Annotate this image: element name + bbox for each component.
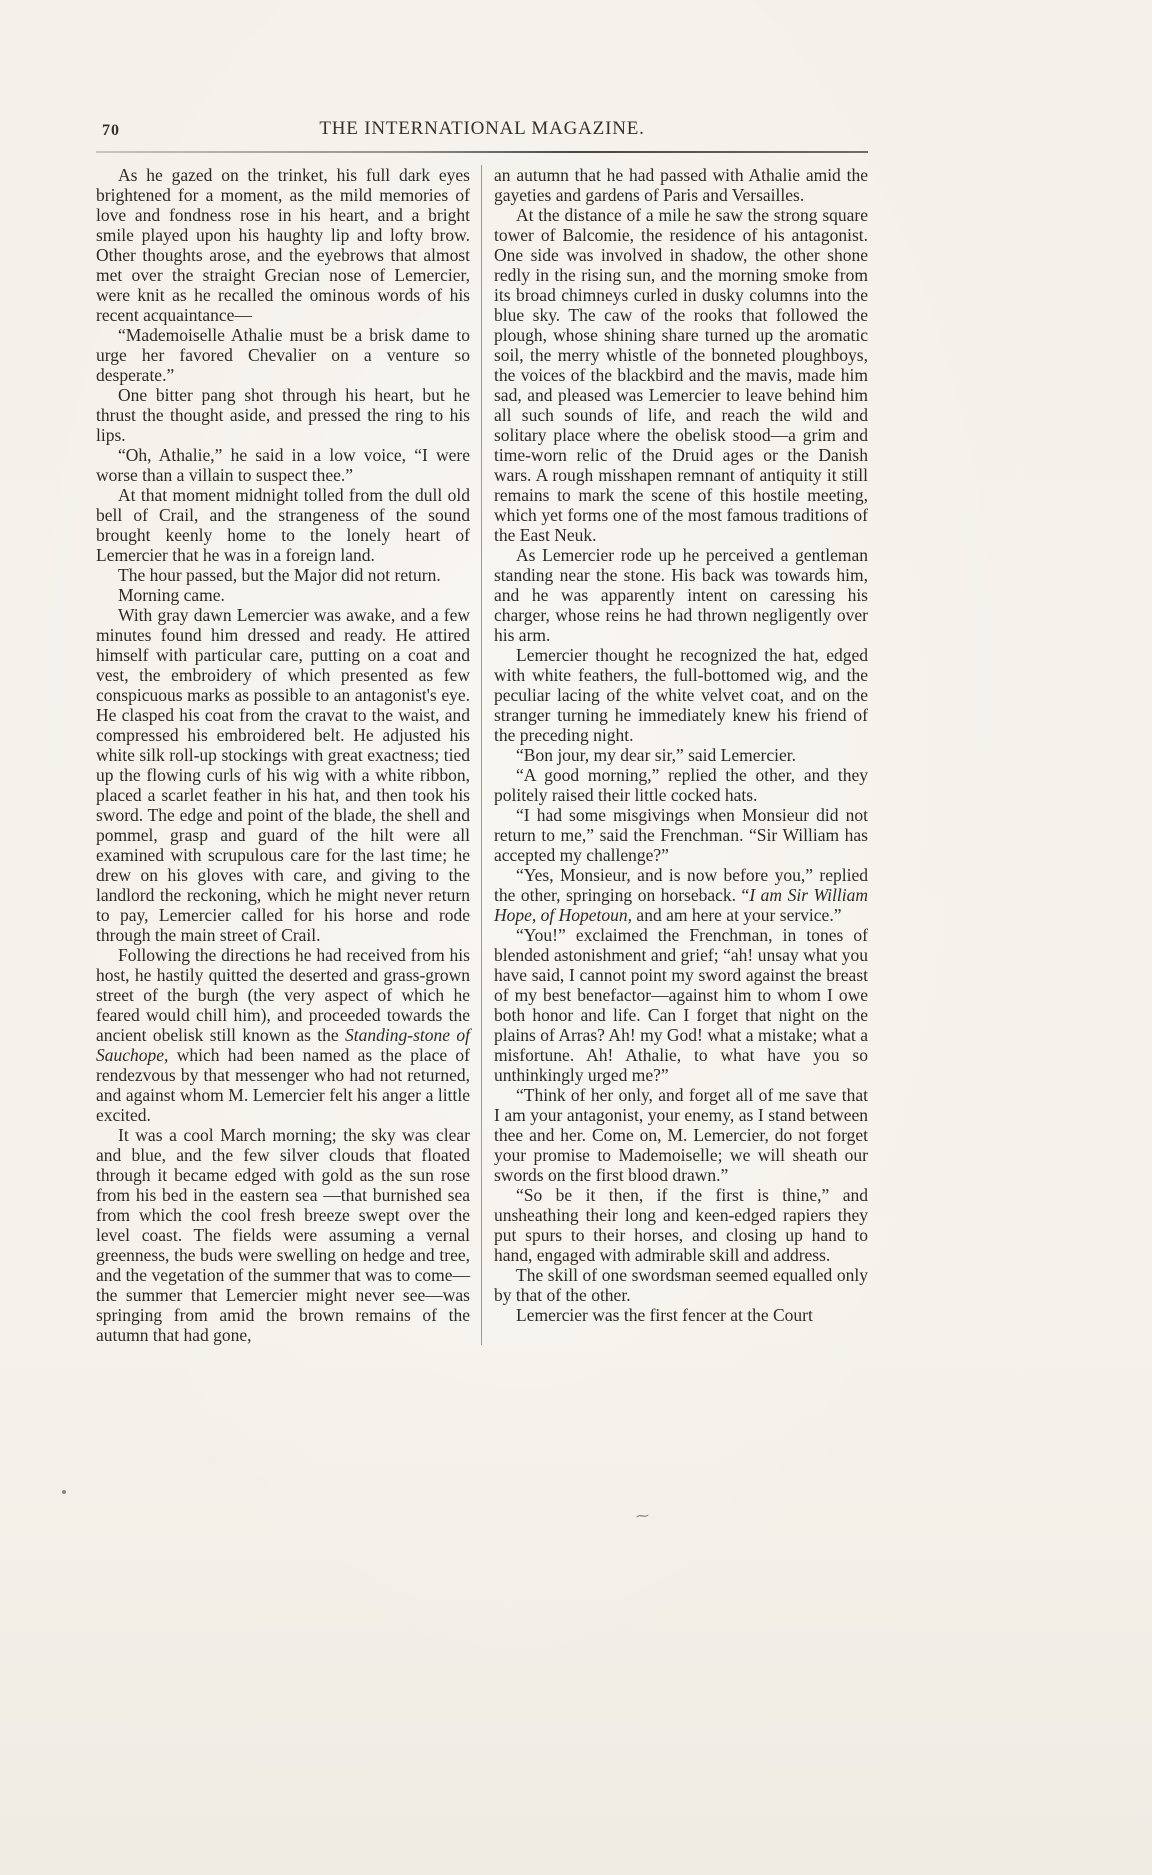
- body-text: Following the directions he had received from his host, he hastily quitted the deserted and grass-grown street of the burgh (the very aspect of which he feared would chill him), and proceeded towards the ancient obelisk still known as the: [96, 945, 470, 1045]
- body-text: “A good morning,” replied the other, and they politely raised their little cocked hats.: [494, 765, 868, 805]
- body-text: At the distance of a mile he saw the strong square tower of Balcomie, the residence of his antagonist. One side was involved in shadow, the other shone redly in the rising sun, and the morning smoke from its broad chimneys curled in dusky columns into the blue sky. The caw of the rooks that followed the plough, whose shining share turned up the aromatic soil, the merry whistle of the bonneted ploughboys, the voices of the blackbird and the mavis, made him sad, and pleased was Lemercier to leave behind him all such sounds of life, and reach the wild and solitary place where the obelisk stood—a grim and time-worn relic of the Druid ages or the Danish wars. A rough misshapen remnant of antiquity it still remains to mark the scene of this hostile meeting, which yet forms one of the most famous traditions of the East Neuk.: [494, 205, 868, 545]
- body-text: With gray dawn Lemercier was awake, and a few minutes found him dressed and ready. He attired himself with particular care, putting on a coat and vest, the embroidery of which presented as few conspicuous marks as possible to an antagonist's eye. He clasped his coat from the cravat to the waist, and compressed his embroidered belt. He adjusted his white silk roll-up stockings with great exactness; tied up the flowing curls of his wig with a white ribbon, placed a scarlet feather in his hat, and then took his sword. The edge and point of the blade, the shell and pommel, grasp and guard of the hilt were all examined with scrupulous care for the last time; he drew on his gloves with care, and giving to the landlord the reckoning, which he might never return to pay, Lemercier called for his horse and rode through the main street of Crail.: [96, 605, 470, 945]
- body-text: which had been named as the place of rendezvous by that messenger who had not returned, and against whom M. Lemercier felt his anger a little excited.: [96, 1045, 470, 1125]
- body-text: The hour passed, but the Major did not return.: [118, 565, 441, 585]
- body-text: One bitter pang shot through his heart, but he thrust the thought aside, and pressed the ring to his lips.: [96, 385, 470, 445]
- body-text: The skill of one swordsman seemed equalled only by that of the other.: [494, 1265, 868, 1305]
- body-text: “I had some misgivings when Monsieur did not return to me,” said the Frenchman. “Sir William has accepted my challenge?”: [494, 805, 868, 865]
- paragraph: [494, 805, 868, 865]
- paragraph: [96, 945, 470, 1125]
- left-column: [96, 165, 481, 1345]
- paragraph: [494, 865, 868, 925]
- paragraph: [494, 645, 868, 745]
- body-text: Lemercier thought he recognized the hat, edged with white feathers, the full-bottomed wig, and the peculiar lacing of the white velvet coat, and on the stranger turning he immediately knew his friend of the preceding night.: [494, 645, 868, 745]
- paragraph: [96, 1125, 470, 1345]
- paragraph: [494, 765, 868, 805]
- italic-text: Standing-stone of Sauchope,: [96, 1025, 471, 1065]
- paragraph: [494, 1305, 868, 1325]
- header-rule: [96, 151, 868, 153]
- page-number: 70: [102, 122, 120, 139]
- running-head: [96, 118, 868, 146]
- paragraph: [96, 565, 470, 585]
- body-text: At that moment midnight tolled from the dull old bell of Crail, and the strangeness of the sound brought keenly home to the lonely heart of Lemercier that he was in a foreign land.: [96, 485, 470, 565]
- right-column: [481, 165, 868, 1345]
- paragraph: [96, 605, 470, 945]
- magazine-page: [96, 118, 868, 1345]
- paragraph: [494, 545, 868, 645]
- body-text: “You!” exclaimed the Frenchman, in tones of blended astonishment and grief; “ah! unsay what you have said, I cannot point my sword against the breast of my best benefactor—against him to whom I owe both honor and life. Can I forget that night on the plains of Arras? Ah! my God! what a mistake; what a misfortune. Ah! Athalie, to what have you so unthinkingly urged me?”: [494, 925, 868, 1085]
- paragraph: [494, 1185, 868, 1265]
- italic-text: I am Sir William Hope, of Hopetoun,: [494, 885, 868, 925]
- paragraph: [96, 385, 470, 445]
- body-text: Morning came.: [118, 585, 225, 605]
- paragraph: [494, 1265, 868, 1305]
- paragraph: [494, 1085, 868, 1185]
- paragraph: [96, 485, 470, 565]
- body-text: “So be it then, if the first is thine,” and unsheathing their long and keen-edged rapiers they put spurs to their horses, and closing up hand to hand, engaged with admirable skill and address.: [494, 1185, 868, 1265]
- body-text: “Mademoiselle Athalie must be a brisk dame to urge her favored Chevalier on a venture so desperate.”: [96, 325, 470, 385]
- body-text: As he gazed on the trinket, his full dark eyes brightened for a moment, as the mild memories of love and fondness rose in his heart, and a bright smile played upon his haughty lip and lofty brow. Other thoughts arose, and the eyebrows that almost met over the straight Grecian nose of Lemercier, were knit as he recalled the ominous words of his recent acquaintance—: [96, 165, 470, 325]
- body-text: an autumn that he had passed with Athalie amid the gayeties and gardens of Paris and Versailles.: [494, 165, 868, 205]
- page-title: THE INTERNATIONAL MAGAZINE.: [319, 118, 645, 139]
- body-text: “Think of her only, and forget all of me save that I am your antagonist, your enemy, as I stand between thee and her. Come on, M. Lemercier, do not forget your promise to Mademoiselle; we will sheath our swords on the first blood drawn.”: [494, 1085, 868, 1185]
- paragraph: [96, 165, 470, 325]
- body-text: “Yes, Monsieur, and is now before you,” replied the other, springing on horseback. “: [494, 865, 868, 905]
- body-text: As Lemercier rode up he perceived a gentleman standing near the stone. His back was towards him, and he was apparently intent on caressing his charger, whose reins he had thrown negligently over his arm.: [494, 545, 868, 645]
- paragraph: [494, 165, 868, 205]
- scan-artifact-dot: [62, 1490, 66, 1494]
- text-columns: [96, 165, 868, 1345]
- paragraph: [494, 205, 868, 545]
- paragraph: [494, 745, 868, 765]
- body-text: “Oh, Athalie,” he said in a low voice, “I were worse than a villain to suspect thee.”: [96, 445, 470, 485]
- paragraph: [494, 925, 868, 1085]
- paragraph: [96, 325, 470, 385]
- scan-artifact-squiggle: ⁓: [635, 1507, 650, 1524]
- body-text: Lemercier was the first fencer at the Court: [516, 1305, 813, 1325]
- paragraph: [96, 445, 470, 485]
- body-text: It was a cool March morning; the sky was clear and blue, and the few silver clouds that floated through it became edged with gold as the sun rose from his bed in the eastern sea —that burnished sea from which the cool fresh breeze swept over the level coast. The fields were assuming a vernal greenness, the buds were swelling on hedge and tree, and the vegetation of the summer that was to come—the summer that Lemercier might never see—was springing from amid the brown remains of the autumn that had gone,: [96, 1125, 470, 1345]
- body-text: and am here at your service.”: [632, 905, 842, 925]
- paragraph: [96, 585, 470, 605]
- body-text: “Bon jour, my dear sir,” said Lemercier.: [516, 745, 796, 765]
